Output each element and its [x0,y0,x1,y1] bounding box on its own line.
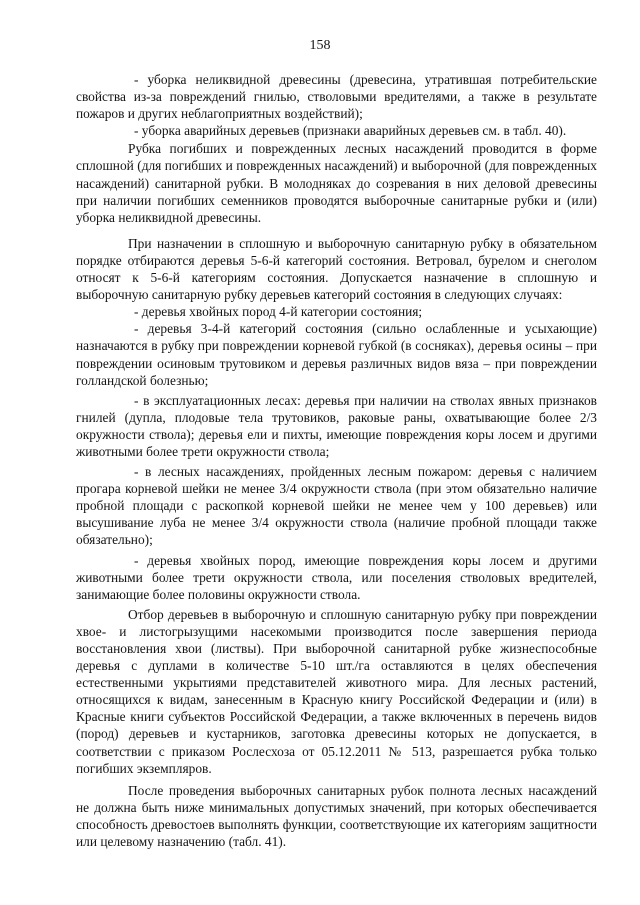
paragraph-bullet-production-forests: - в эксплуатационных лесах: деревья при наличии на стволах явных признаков гнилей (дупла, плодовые тела трутовиков, раковые раны, охватывающие более 2/3 окружности ствола); деревья ели и пихты, имеющие повреждения коры лосем и другими животными более трети окружности ствола; [76,392,597,459]
paragraph-tree-selection: При назначении в сплошную и выборочную санитарную рубку в обязательном порядке отбираются деревья 5-6-й категорий состояния. Ветровал, бурелом и снеголом относят к 5-6-й категориям состояния. Допускается назначение в сплошную и выборочную санитарную рубку деревьев категорий состояния в следующих случаях: [76,235,597,303]
paragraph-bullet-hazard-trees: - уборка аварийных деревьев (признаки аварийных деревьев см. в табл. 40). [134,123,567,139]
document-body [76,71,597,850]
paragraph-bullet-root-rot: - деревья 3-4-й категорий состояния (сильно ослабленные и усыхающие) назначаются в рубку при повреждении корневой губкой (в сосняках), деревья осины – при повреждении осиновым трутовиком и деревья различных видов вяза – при повреждении голландской болезнью; [76,321,597,388]
paragraph-bullet-fire-damage: - в лесных насаждениях, пройденных лесным пожаром: деревья с наличием прогара корневой шейки не менее 3/4 окружности ствола (при этом обязательно наличие пробной площади с раскопкой корневой шейки не менее чем у 100 деревьев) или высушивание луба не менее 3/4 окружности ствола (наличие пробной площади также обязательно); [76,464,597,548]
page-number: 158 [309,38,331,53]
paragraph-stand-density: После проведения выборочных санитарных рубок полнота лесных насаждений не должна быть ниже минимальных допустимых значений, при которых обеспечивается способность древостоев выполнять функции, соответствующие их категориям защитности или целевому назначению (табл. 41). [76,782,597,850]
paragraph-bullet-bark-damage: - деревья хвойных пород, имеющие повреждения коры лосем и другими животными более трети окружности ствола, или поселения стволовых вредителей, занимающие более половины окружности ствола. [76,552,597,602]
paragraph-insect-damage-selection: Отбор деревьев в выборочную и сплошную санитарную рубку при повреждении хвое- и листогрызущими насекомыми производится после завершения периода восстановления хвои (листвы). При выборочной санитарной рубке жизнеспособные деревья с дуплами в количестве 5-10 шт./га оставляются в целях обеспечения естественными укрытиями представителей животного мира. Для лесных растений, относящихся к видам, занесенным в Красную книгу Российской Федерации и (или) в Красные книги субъектов Российской Федерации, а также включенных в перечень видов (пород) деревьев и кустарников, заготовка древесины которых не допускается, в соответствии с приказом Рослесхоза от 05.12.2011 № 513, разрешается рубка только погибших экземпляров. [76,606,597,776]
paragraph-bullet-deadwood-removal: - уборка неликвидной древесины (древесина, утратившая потребительские свойства из-за повреждений гнилью, стволовыми вредителями, а также в результате пожаров и других неблагоприятных воздействий); [76,72,597,122]
paragraph-felling-forms: Рубка погибших и поврежденных лесных насаждений проводится в форме сплошной (для погибших и поврежденных насаждений) и выборочной (для поврежденных насаждений) санитарной рубки. В молодняках до созревания в них деловой древесины при наличии погибших семенников проводятся выборочные санитарные рубки и (или) уборка неликвидной древесины. [76,141,597,225]
paragraph-bullet-conifers: - деревья хвойных пород 4-й категории состояния; [134,304,423,320]
